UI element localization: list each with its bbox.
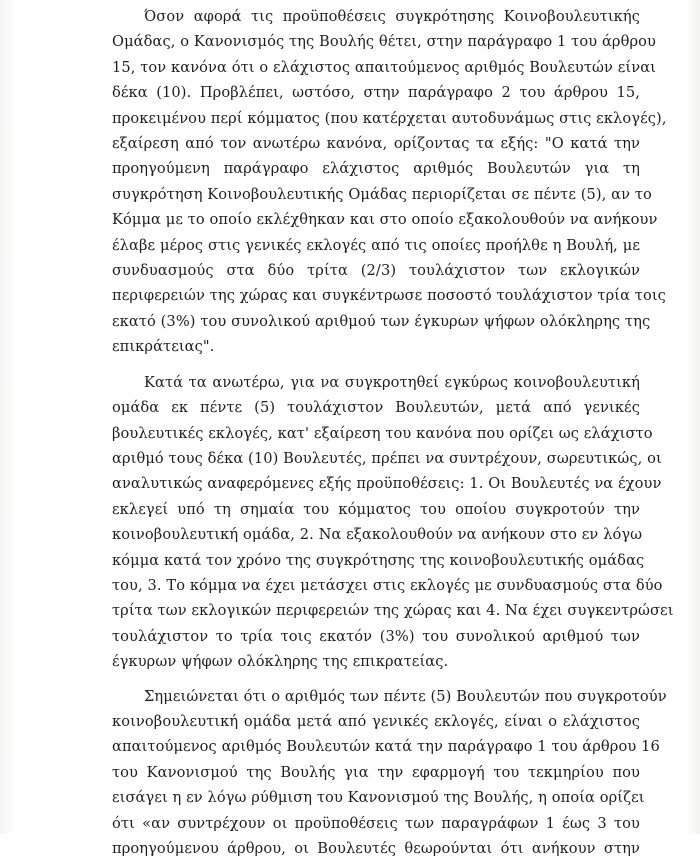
paragraph-1 <box>112 4 667 360</box>
text-line: Κόμμα με το οποίο εκλέχθηκαν και στο οποίο εξακολουθούν να ανήκουν <box>112 211 658 229</box>
text-line: εξαίρεση από τον ανωτέρω κανόνα, ορίζοντας τα εξής: "Ο κατά την <box>112 135 640 153</box>
text-line: τουλάχιστον το τρία τοις εκατόν (3%) του συνολικού αριθμού των <box>112 627 640 645</box>
text-line: δέκα (10). Προβλέπει, ωστόσο, στην παράγραφο 2 του άρθρου 15, <box>112 84 640 102</box>
text-line: κόμμα κατά τον χρόνο της συγκρότησης της κοινοβουλευτικής ομάδας <box>112 551 645 569</box>
text-line: κοινοβουλευτική ομάδα μετά από γενικές εκλογές, είναι ο ελάχιστος <box>112 712 640 730</box>
text-line: συγκρότηση Κοινοβουλευτικής Ομάδας περιορίζεται σε πέντε (5), αν το <box>112 185 652 203</box>
paragraph-3 <box>112 684 667 861</box>
text-line: Όσον αφορά τις προϋποθέσεις συγκρότησης Κοινοβουλευτικής <box>144 8 640 25</box>
text-line: Σημειώνεται ότι ο αριθμός των πέντε (5) Βουλευτών που συγκροτούν <box>144 687 667 705</box>
text-line: εκλεγεί υπό τη σημαία του κόμματος του οποίου συγκροτούν την <box>112 500 640 518</box>
text-line: ότι «αν συντρέχουν οι προϋποθέσεις των παραγράφων 1 έως 3 του <box>112 814 640 832</box>
text-line: κοινοβουλευτική ομάδα, 2. Να εξακολουθούν να ανήκουν στο εν λόγω <box>112 526 643 544</box>
paragraph-2 <box>112 370 674 675</box>
text-line: προκειμένου περί κόμματος (που κατέρχεται αυτοδυνάμως στις εκλογές), <box>112 109 667 127</box>
text-line: εισάγει η εν λόγω ρύθμιση του Κανονισμού της Βουλής, η οποία ορίζει <box>112 789 645 807</box>
paragraph-spacer <box>112 675 640 684</box>
text-line: τρίτα των εκλογικών περιφερειών της χώρας και 4. Να έχει συγκεντρώσει <box>112 602 674 620</box>
document-body <box>112 4 674 861</box>
text-line: Κατά τα ανωτέρω, για να συγκροτηθεί εγκύρως κοινοβουλευτική <box>144 373 640 391</box>
text-line: έλαβε μέρος στις γενικές εκλογές από τις οποίες προήλθε η Βουλή, με <box>112 236 640 254</box>
text-line: αριθμό τους δέκα (10) Βουλευτές, πρέπει να συντρέχουν, σωρευτικώς, οι <box>112 449 662 467</box>
text-line: συνδυασμούς στα δύο τρίτα (2/3) τουλάχιστον των εκλογικών <box>112 262 640 280</box>
text-line: του, 3. Το κόμμα να έχει μετάσχει στις εκλογές με συνδυασμούς στα δύο <box>112 576 663 594</box>
text-line: ομάδα εκ πέντε (5) τουλάχιστον Βουλευτών, μετά από γενικές <box>112 399 640 417</box>
text-line: Ομάδας, ο Κανονισμός της Βουλής θέτει, στην παράγραφο 1 του άρθρου <box>112 33 656 51</box>
text-line: προηγούμενου άρθρου, οι Βουλευτές θεωρούνται ότι ανήκουν στην <box>112 840 640 857</box>
text-line: έγκυρων ψήφων ολόκληρης της επικρατείας. <box>112 653 449 671</box>
text-line: βουλευτικές εκλογές, κατ' εξαίρεση του κανόνα που ορίζει ως ελάχιστο <box>112 424 653 442</box>
paragraph-spacer <box>112 360 640 370</box>
text-line: απαιτούμενος αριθμός Βουλευτών κατά την παράγραφο 1 του άρθρου 16 <box>112 738 660 756</box>
text-line: εκατό (3%) του συνολικού αριθμού των έγκυρων ψήφων ολόκληρης της <box>112 312 651 330</box>
text-line: επικράτειας". <box>112 338 215 356</box>
text-line: του Κανονισμού της Βουλής για την εφαρμογή του τεκμηρίου που <box>112 763 640 781</box>
text-line: περιφερειών της χώρας και συγκέντρωσε ποσοστό τουλάχιστον τρία τοις <box>112 287 666 305</box>
text-line: προηγούμενη παράγραφο ελάχιστος αριθμός Βουλευτών για τη <box>112 160 640 178</box>
text-line: 15, τον κανόνα ότι ο ελάχιστος απαιτούμενος αριθμός Βουλευτών είναι <box>112 58 657 76</box>
text-line: αναλυτικώς αναφερόμενες εξής προϋποθέσεις: 1. Οι Βουλευτές να έχουν <box>112 475 662 493</box>
